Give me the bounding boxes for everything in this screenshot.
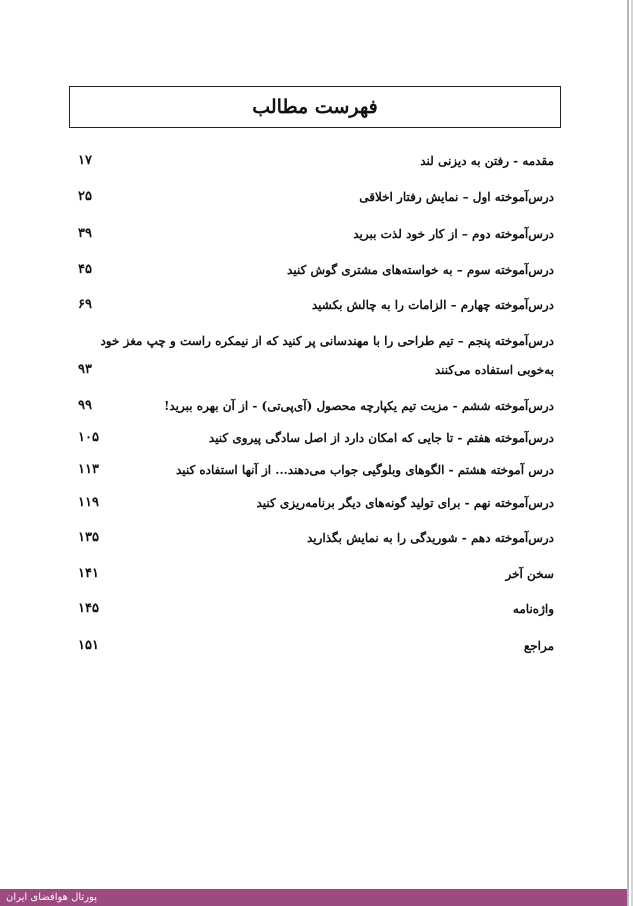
toc-entry[interactable]: [78, 294, 554, 316]
toc-entry-page: ۱۱۹: [78, 495, 99, 510]
toc-entry-page: ۶۹: [78, 297, 92, 312]
toc-entry-page: ۱۰۵: [78, 430, 99, 445]
toc-entry[interactable]: [78, 223, 554, 245]
toc-heading: فهرست مطالب: [252, 96, 378, 118]
toc-heading-box: [69, 86, 561, 128]
toc-entry-title: واژه‌نامه: [512, 602, 554, 616]
toc-entry-title: درس‌آموخته نهم - برای تولید گونه‌های دیگر برنامه‌ریزی کنید: [256, 496, 554, 510]
toc-entry[interactable]: [78, 527, 554, 549]
toc-entry[interactable]: [78, 427, 554, 449]
toc-entry-title: درس‌آموخته چهارم – الزامات را به چالش بکشید: [311, 298, 554, 312]
toc-entry-page: ۴۵: [78, 262, 92, 277]
toc-entry-title: درس‌آموخته هفتم - تا جایی که امکان دارد از اصل سادگی پیروی کنید: [208, 431, 554, 445]
toc-entry-page: ۲۵: [78, 189, 92, 204]
toc-entry-page: ۱۴۱: [78, 566, 99, 581]
toc-entry-title: درس آموخته هشتم - الگوهای وبلوگیی جواب می‌دهند... از آنها استفاده کنید: [175, 463, 554, 477]
toc-entry[interactable]: [78, 459, 554, 481]
toc-entry-title: به‌خوبی استفاده می‌کنند: [434, 363, 554, 377]
toc-entry-title: مقدمه - رفتن به دیزنی لند: [420, 154, 554, 168]
footer-bar: [0, 889, 627, 906]
toc-entry[interactable]: [78, 359, 554, 381]
toc-entry-page: ۱۳۵: [78, 530, 99, 545]
toc-entry-title: درس‌آموخته ششم - مزیت تیم یکپارچه محصول (آی‌پی‌تی) - از آن بهره ببرید!: [164, 399, 554, 413]
toc-entry[interactable]: [78, 259, 554, 281]
toc-entry[interactable]: [78, 635, 554, 657]
toc-entry[interactable]: [78, 395, 554, 417]
toc-entry-page: ۱۱۳: [78, 462, 99, 477]
toc-entry-title: مراجع: [523, 639, 554, 653]
toc-entry-page: ۹۳: [78, 362, 92, 377]
toc-entry-page: ۱۷: [78, 153, 92, 168]
toc-entry-page: ۱۵۱: [78, 638, 99, 653]
toc-entry-title: درس‌آموخته پنجم – تیم طراحی را با مهندسانی پر کنید که از نیمکره راست و چپ مغز خود: [100, 334, 554, 348]
toc-entry-title: درس‌آموخته اول – نمایش رفتار اخلاقی: [359, 190, 554, 204]
footer-brand-text[interactable]: پورتال هوافضای ایران: [6, 892, 97, 903]
toc-entry-wrapped[interactable]: [78, 330, 554, 352]
toc-entry-page: ۹۹: [78, 398, 92, 413]
toc-entry-title: درس‌آموخته دوم – از کار خود لذت ببرید: [353, 227, 554, 241]
toc-entry[interactable]: [78, 563, 554, 585]
toc-entry-title: درس‌آموخته سوم – به خواسته‌های مشتری گوش کنید: [287, 263, 554, 277]
page-edge-line: [627, 0, 629, 906]
toc-entry[interactable]: [78, 150, 554, 172]
toc-entry[interactable]: [78, 492, 554, 514]
toc-entry-title: سخن آخر: [505, 567, 554, 581]
toc-entry-title: درس‌آموخته دهم - شوریدگی را به نمایش بگذارید: [306, 531, 554, 545]
toc-entry[interactable]: [78, 186, 554, 208]
toc-entry-page: ۱۴۵: [78, 601, 99, 616]
toc-entry-page: ۳۹: [78, 226, 92, 241]
toc-entry[interactable]: [78, 598, 554, 620]
